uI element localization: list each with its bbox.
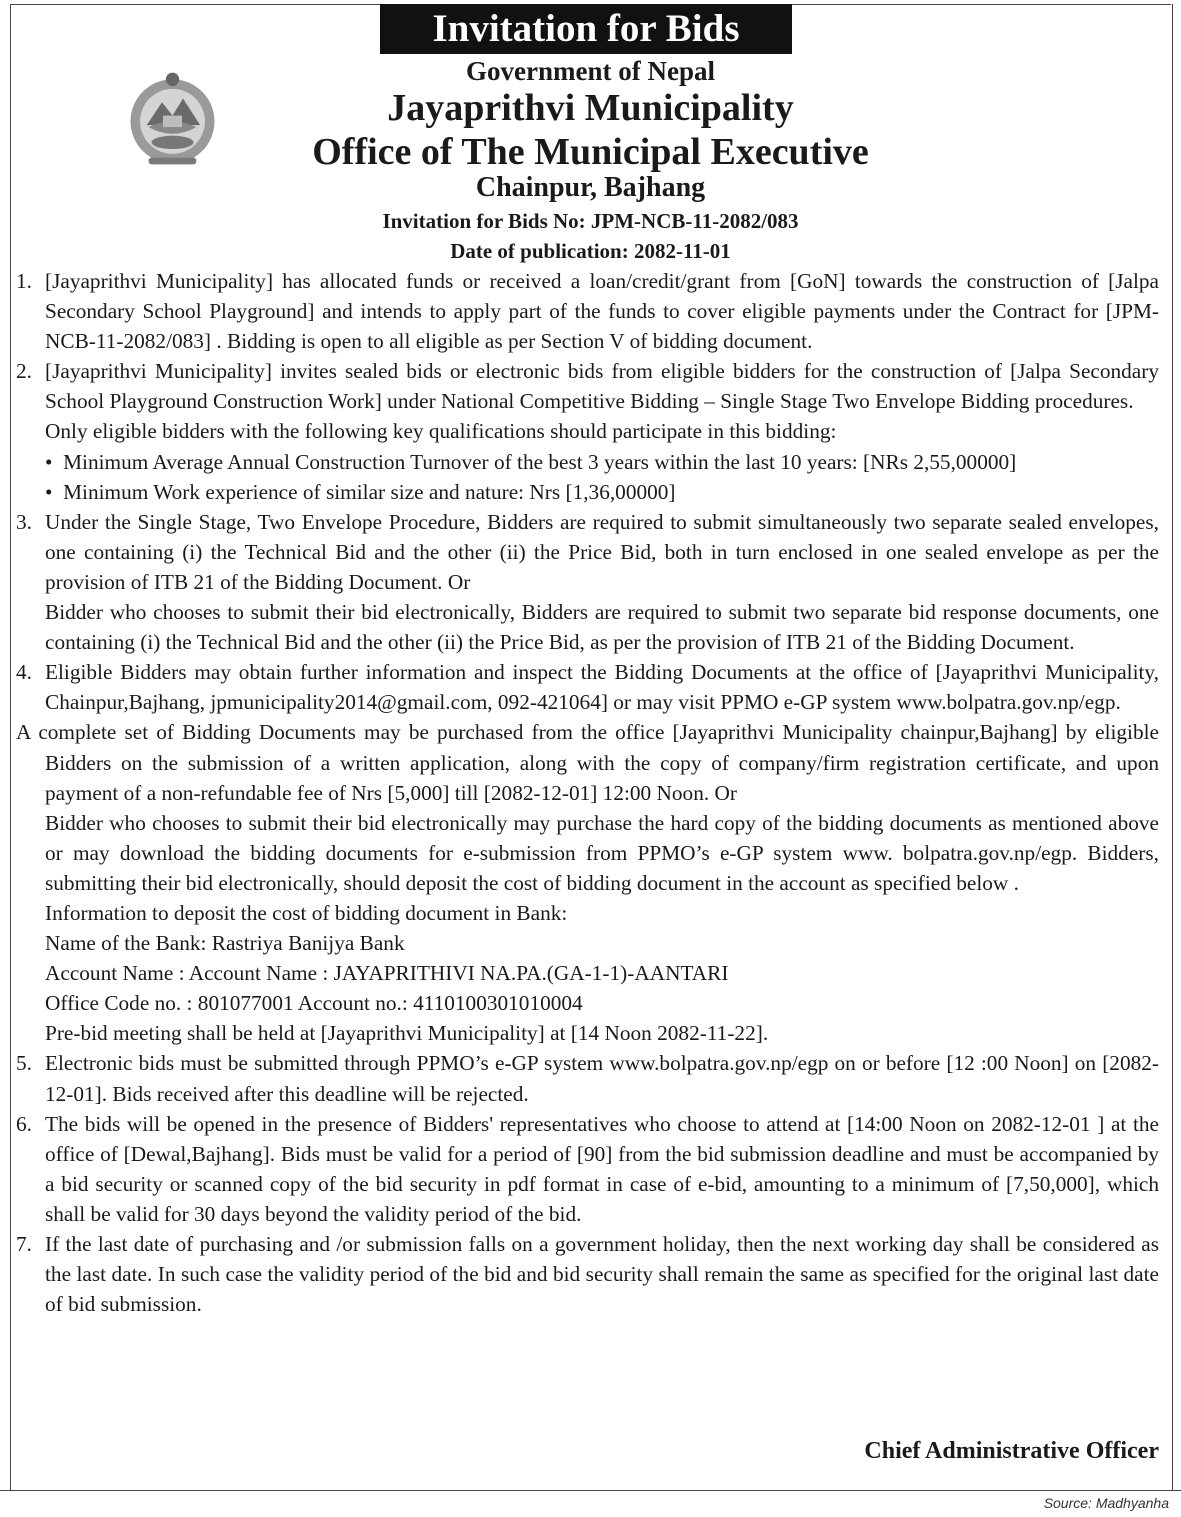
qualification-experience [16,477,1159,507]
location-heading: Chainpur, Bajhang [475,172,706,203]
clause-text: Eligible Bidders may obtain further information and inspect the Bidding Documents at the office of [Jayaprithvi Municipality, Chainpur,Bajhang, jpmunicipality2014@gmail.com, 092-421064] or may visit PPMO e-GP system www.bolpatra.gov.np/egp. [45,660,1159,715]
clause-text: Under the Single Stage, Two Envelope Procedure, Bidders are required to submit simultaneously two separate sealed envelopes, one containing (i) the Technical Bid and the other (ii) the Price Bid, both in turn enclosed in one sealed envelope as per the provision of ITB 21 of the Bidding Document. Or [45,509,1159,594]
publication-date: Date of publication: 2082-11-01 [450,239,731,263]
bullet-text: Minimum Work experience of similar size and nature: Nrs [1,36,00000] [63,479,676,504]
government-heading: Government of Nepal [466,56,715,86]
clause-text: [Jayaprithvi Municipality] invites sealed bids or electronic bids from eligible bidders for the construction of [Jalpa Secondary School Playground Construction Work] under National Competitive Bidding – Single Stage Two Envelope Bidding procedures. [45,359,1159,414]
clause-number: 2. [16,359,32,384]
clause-4 [16,657,1159,717]
bullet-mark: • [45,449,53,474]
clause-7 [16,1229,1159,1319]
prebid-meeting: Pre-bid meeting shall be held at [Jayaprithvi Municipality] at [14 Noon 2082-11-22]. [45,1021,769,1046]
purchase-electronic: Bidder who chooses to submit their bid electronically may purchase the hard copy of the bidding documents as mentioned above or may download the bidding documents for e-submission from PPMO’s e-GP system www. bolpatra.gov.np/egp. Bidders, submitting their bid electronically, should deposit the cost of bidding document in the account as specified below . [45,810,1159,895]
bid-number: Invitation for Bids No: JPM-NCB-11-2082/083 [382,209,799,233]
clause-number: 4. [16,660,32,685]
clause-2 [16,356,1159,416]
bullet-text: Minimum Average Annual Construction Turnover of the best 3 years within the last 10 years: [NRs 2,55,00000] [63,449,1017,474]
clause-text: The bids will be opened in the presence of Bidders' representatives who choose to attend at [14:00 Noon on 2082-12-01 ] at the office of [Dewal,Bajhang]. Bids must be valid for a period of [90] from the bid submission deadline and must be accompanied by a bid security or scanned copy of the bid security in pdf format in case of e-bid, amounting to a minimum of [7,50,000], which shall be valid for 30 days beyond the validity period of the bid. [45,1111,1159,1226]
notice-body [16,266,1159,1319]
bank-info-intro: Information to deposit the cost of bidding document in Bank: [45,900,568,925]
municipality-heading: Jayaprithvi Municipality [387,87,794,129]
clause-3 [16,507,1159,597]
clause-5 [16,1048,1159,1108]
border-top-right [792,4,1171,5]
source-credit: Source: Madhyanha [1043,1495,1169,1511]
account-codes: Office Code no. : 801077001 Account no.: 4110100301010004 [45,991,583,1016]
account-name: Account Name : Account Name : JAYAPRITHIVI NA.PA.(GA-1-1)-AANTARI [45,961,729,986]
bank-name: Name of the Bank: Rastriya Banijya Bank [45,931,405,956]
notice-title-banner: Invitation for Bids [380,4,792,54]
clause-number: 1. [16,269,32,293]
clause-number: 7. [16,1232,32,1256]
border-bottom [0,1490,1181,1491]
clause-text: Electronic bids must be submitted through PPMO’s e-GP system www.bolpatra.gov.np/egp on or before [12 :00 Noon] on [2082-12-01]. Bids received after this deadline will be rejected. [45,1051,1159,1106]
clause-number: 3. [16,509,32,534]
clause-1 [16,266,1159,356]
clause-text: [Jayaprithvi Municipality] has allocated funds or received a loan/credit/grant from [GoN] towards the construction of [Jalpa Secondary School Playground] and intends to apply part of the funds to cover eligible payments under the Contract for [JPM-NCB-11-2082/083] . Bidding is open to all eligible as per Section V of bidding document. [45,269,1159,354]
purchase-paragraph: A complete set of Bidding Documents may be purchased from the office [Jayaprithvi Municipality chainpur,Bajhang] by eligible Bidders on the submission of a written application, along with the copy of company/firm registration certificate, and upon payment of a non-refundable fee of Nrs [5,000] till [2082-12-01] 12:00 Noon. Or [16,720,1159,805]
clause-number: 6. [16,1111,32,1136]
clause-number: 5. [16,1051,32,1076]
clause-3-electronic: Bidder who chooses to submit their bid electronically, Bidders are required to submit two separate bid response documents, one containing (i) the Technical Bid and the other (ii) the Price Bid, as per the provision of ITB 21 of the Bidding Document. [45,600,1159,655]
clause-text: If the last date of purchasing and /or submission falls on a government holiday, then the next working day shall be considered as the last date. In such case the validity period of the bid and bid security shall remain the same as specified for the original last date of bid submission. [45,1232,1159,1317]
office-heading: Office of The Municipal Executive [312,131,869,173]
qualification-intro: Only eligible bidders with the following key qualifications should participate in this bidding: [45,419,837,444]
qualification-turnover [16,447,1159,477]
signatory: Chief Administrative Officer [864,1438,1159,1464]
clause-6 [16,1109,1159,1229]
bullet-mark: • [45,479,53,504]
border-top-left [10,4,380,5]
